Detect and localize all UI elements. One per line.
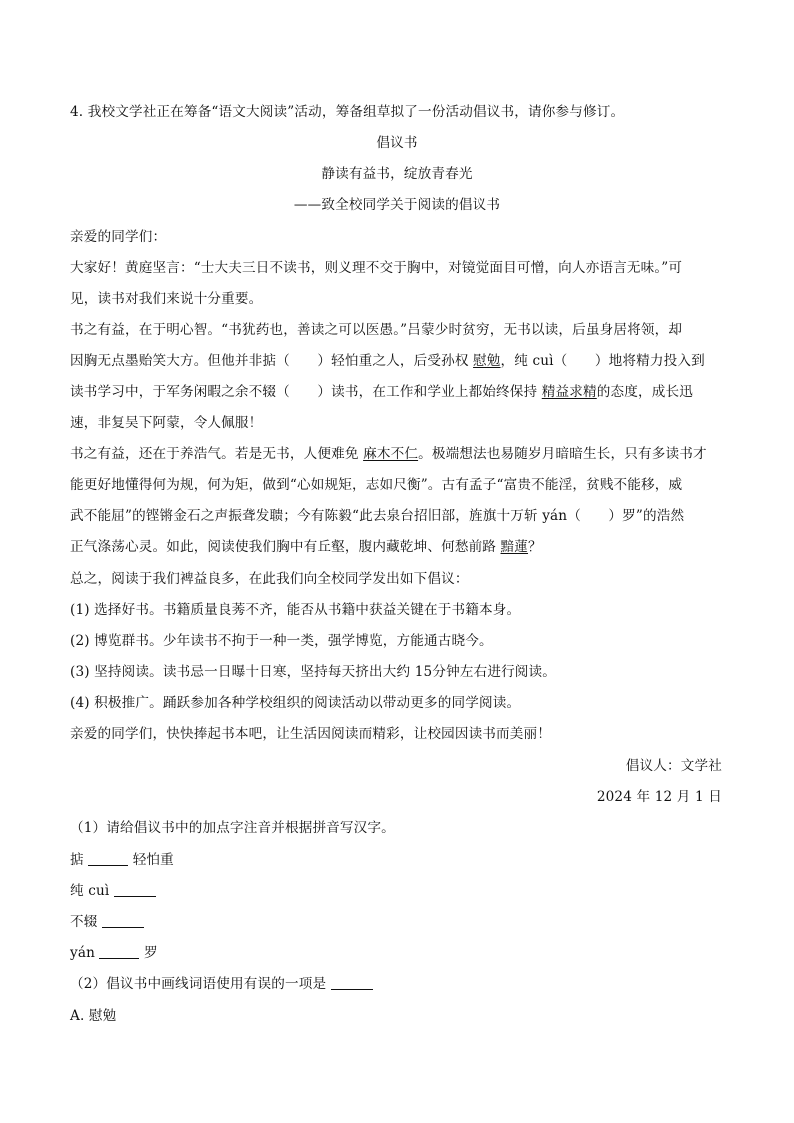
paragraph-3-line-2: 能更好地懂得何为规，何为矩，做到“心如规矩，志如尺衡”。古有孟子“富贵不能淫，贫贱不能移，威 xyxy=(70,477,683,493)
underlined-word-mamubuern: 麻木不仁 xyxy=(363,446,419,462)
answer-line-1 xyxy=(70,850,174,870)
text-segment: 纯 cuì xyxy=(70,883,114,899)
text-segment: 书之有益，还在于养浩气。若是无书，人便难免 xyxy=(70,446,364,462)
answer-line-3 xyxy=(70,912,144,932)
greeting: 亲爱的同学们： xyxy=(70,229,167,245)
proposal-item-3: (3) 坚持阅读。读书忌一日曝十日寒，坚持每天挤出大约 15分钟左右进行阅读。 xyxy=(70,664,557,680)
paragraph-2-line-2 xyxy=(70,351,705,371)
paragraph-3-line-4 xyxy=(70,537,542,557)
underlined-word-weimian: 慰勉 xyxy=(473,353,501,369)
text-segment: ？ xyxy=(528,539,542,555)
closing: 亲爱的同学们，快快捧起书本吧，让生活因阅读而精彩，让校园因读书而美丽！ xyxy=(70,726,552,742)
text-segment: 掂 xyxy=(70,852,89,868)
paragraph-3-line-3: 武不能屈”的铿锵金石之声振聋发聩；今有陈毅“此去泉台招旧部，旌旗十万斩 yán（ ）罗”的浩然 xyxy=(70,508,685,524)
text-segment: ，纯 cuì（ ）地将精力投入到 xyxy=(500,353,705,369)
text-segment: 轻怕重 xyxy=(128,852,174,868)
sub-question-2-prompt xyxy=(70,974,373,994)
text-segment: 的态度，成长迅 xyxy=(596,384,693,400)
text-segment: （2）倡议书中画线词语使用有误的一项是 xyxy=(70,976,331,992)
paragraph-1-line-1: 大家好！黄庭坚言：“士大夫三日不读书，则义理不交于胸中，对镜觉面目可憎，向人亦语言无味。”可 xyxy=(70,260,683,276)
answer-blank-3[interactable] xyxy=(102,913,144,928)
answer-blank-5[interactable] xyxy=(331,975,373,990)
text-segment: 因胸无点墨贻笑大方。但他并非掂（ ）轻怕重之人，后受孙权 xyxy=(70,353,474,369)
sub-question-1-prompt: （1）请给倡议书中的加点字注音并根据拼音写汉字。 xyxy=(70,820,395,836)
date: 2024 年 12 月 1 日 xyxy=(596,789,722,805)
paragraph-1-line-2: 见，读书对我们来说十分重要。 xyxy=(70,291,263,307)
answer-line-4 xyxy=(70,943,158,963)
text-segment: 正气涤荡心灵。如此，阅读使我们胸中有丘壑，腹内藏乾坤、何愁前路 xyxy=(70,539,501,555)
text-segment: 罗 xyxy=(139,945,158,961)
text-segment: 读书学习中，于军务闲暇之余不辍（ ）读书，在工作和学业上都始终保持 xyxy=(70,384,542,400)
paragraph-3-line-1 xyxy=(70,444,707,464)
underlined-word-jingyiqiujing: 精益求精 xyxy=(541,384,597,400)
proposal-title: 倡议书 xyxy=(376,135,418,151)
signer: 倡议人：文学社 xyxy=(625,758,722,774)
answer-line-2 xyxy=(70,881,156,901)
proposal-item-2: (2) 博览群书。少年读书不拘于一种一类，强学博览，方能通古晓今。 xyxy=(70,633,493,649)
proposal-subtitle: 静读有益书，绽放青春光 xyxy=(321,166,473,182)
paragraph-2-line-1: 书之有益，在于明心智。“书犹药也，善读之可以医愚。”吕蒙少时贫穷，无书以读，后虽身居将领，却 xyxy=(70,322,683,338)
answer-blank-2[interactable] xyxy=(114,882,156,897)
underlined-word-andan: 黯蓮 xyxy=(500,539,529,555)
paragraph-2-line-4: 速，非复吴下阿蒙，令人佩服！ xyxy=(70,415,263,431)
answer-blank-1[interactable] xyxy=(88,851,128,866)
question-intro: 4. 我校文学社正在筹备“语文大阅读”活动，筹备组草拟了一份活动倡议书，请你参与修订。 xyxy=(70,104,625,120)
paragraph-2-line-3 xyxy=(70,382,693,402)
proposal-item-4: (4) 积极推广。踊跃参加各种学校组织的阅读活动以带动更多的同学阅读。 xyxy=(70,695,521,711)
option-a: A. 慰勉 xyxy=(70,1008,117,1024)
text-segment: 不辍 xyxy=(70,914,102,930)
text-segment: 。极端想法也易随岁月暗暗生长，只有多读书才 xyxy=(418,446,707,462)
paragraph-4: 总之，阅读于我们裨益良多，在此我们向全校同学发出如下倡议： xyxy=(70,571,469,587)
answer-blank-4[interactable] xyxy=(99,944,139,959)
text-segment: yán xyxy=(70,945,100,961)
proposal-item-1: (1) 选择好书。书籍质量良莠不齐，能否从书籍中获益关键在于书籍本身。 xyxy=(70,602,521,618)
proposal-subtitle-2: ——致全校同学关于阅读的倡议书 xyxy=(293,197,501,213)
